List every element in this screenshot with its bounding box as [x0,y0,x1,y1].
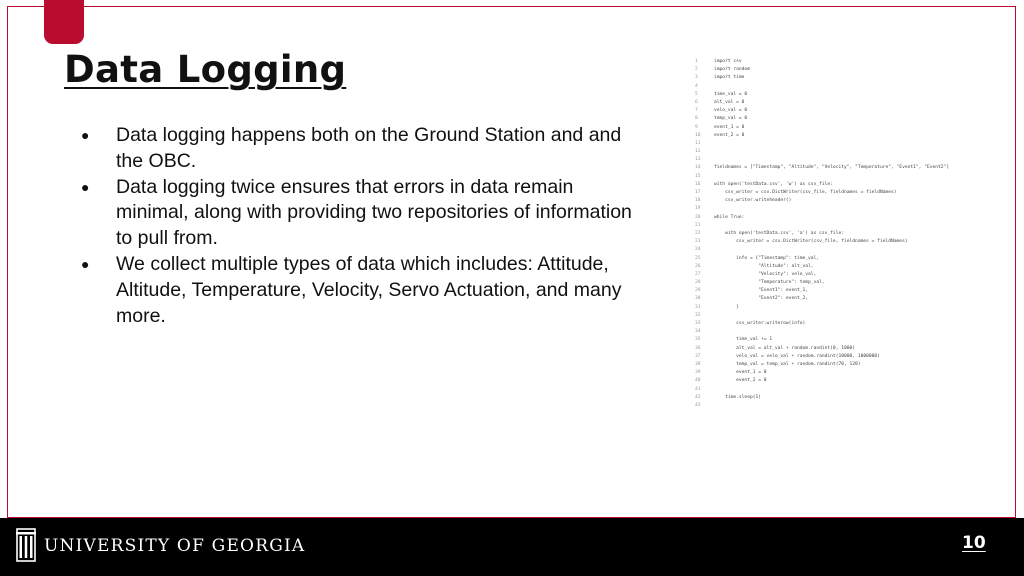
code-line [683,230,983,238]
code-line [683,99,983,107]
line-number: 39 [695,370,701,376]
line-number: 18 [695,198,701,204]
bullet-icon: ● [81,178,90,195]
line-number: 35 [695,337,701,343]
code-line [683,255,983,263]
code-line [683,369,983,377]
line-number: 11 [695,140,701,146]
line-number: 40 [695,378,701,384]
code-text: csv_writer = csv.DictWriter(csv_file, fieldnames = fieldNames) [714,239,908,245]
bullet-item [78,123,648,175]
code-line [683,156,983,164]
bullet-text: Data logging twice ensures that errors in data remain minimal, along with providing two repositories of information to pull from. [116,175,632,250]
arch-logo-icon [16,528,36,562]
line-number: 36 [695,345,701,351]
code-line [683,197,983,205]
code-line [683,304,983,312]
line-number: 9 [695,124,698,130]
code-line [683,91,983,99]
code-line [683,279,983,287]
code-text: import random [714,67,750,73]
code-line [683,246,983,254]
code-line [683,132,983,140]
code-line [683,263,983,271]
code-line [683,377,983,385]
line-number: 12 [695,149,701,155]
bullet-icon: ● [81,255,90,272]
footer-bar [0,518,1024,576]
code-line [683,287,983,295]
code-text: velo_val = 0 [714,108,748,114]
line-number: 22 [695,230,701,236]
line-number: 21 [695,222,701,228]
red-tab-decoration [44,0,84,44]
code-line [683,189,983,197]
code-line [683,394,983,402]
line-number: 19 [695,206,701,212]
code-line [683,345,983,353]
code-text: info = {"Timestamp": time_val, [714,255,820,261]
line-number: 33 [695,321,701,326]
code-line [683,58,983,66]
line-number: 7 [695,108,698,114]
line-number: 34 [695,329,701,335]
code-line [683,214,983,222]
line-number: 13 [695,157,701,163]
code-line [683,238,983,246]
code-line [683,181,983,189]
code-text: with open('testData.csv', 'w') as csv_file: [714,181,833,187]
code-text: "Event1": event_1, [714,288,809,294]
code-text: alt_val = alt_val + random.randint(0, 1000) [714,345,856,351]
line-number: 24 [695,247,701,253]
line-number: 29 [695,288,701,294]
line-number: 3 [695,75,698,81]
line-number: 27 [695,271,701,277]
code-line [683,173,983,181]
code-text: event_1 = 0 [714,370,767,376]
code-line [683,295,983,303]
code-text: csv_writer.writerow(info) [714,321,806,326]
code-text: "Velocity": velo_val, [714,271,817,277]
code-line [683,361,983,369]
code-line [683,83,983,91]
code-text: time_val += 1 [714,337,773,343]
line-number: 17 [695,190,701,195]
code-text: event_2 = 0 [714,132,745,138]
code-line [683,148,983,156]
code-text: "Temperature": temp_val, [714,280,825,286]
line-number: 23 [695,239,701,245]
line-number: 30 [695,296,701,302]
code-line [683,386,983,394]
code-text: alt_val = 0 [714,99,745,105]
line-number: 32 [695,312,701,318]
line-number: 15 [695,173,701,179]
page-title: Data Logging [64,48,347,91]
bullet-text: Data logging happens both on the Ground Station and and the OBC. [116,124,622,172]
line-number: 4 [695,83,698,89]
line-number: 37 [695,353,701,359]
code-line [683,115,983,123]
bullet-list [78,123,648,329]
code-line [683,107,983,115]
code-line [683,402,983,410]
line-number: 28 [695,280,701,286]
code-line [683,328,983,336]
line-number: 31 [695,304,701,310]
code-text: event_1 = 0 [714,124,745,130]
university-name: UNIVERSITY OF GEORGIA [44,536,306,556]
code-text: velo_val = velo_val + random.randint(10000, 1000000) [714,353,880,359]
code-text: event_2 = 0 [714,378,767,384]
line-number: 41 [695,386,701,392]
code-line [683,66,983,74]
code-text: import time [714,75,745,81]
line-number: 14 [695,165,701,171]
code-text: with open('testData.csv', 'a') as csv_file: [714,230,844,236]
line-number: 26 [695,263,701,269]
line-number: 25 [695,255,701,261]
code-line [683,74,983,82]
code-text: time_val = 0 [714,91,748,97]
code-screenshot [683,58,983,410]
code-line [683,271,983,279]
code-line [683,164,983,172]
line-number: 2 [695,67,698,73]
line-number: 8 [695,116,698,122]
code-line [683,320,983,328]
code-line [683,140,983,148]
line-number: 6 [695,99,698,105]
code-text: "Event2": event_2, [714,296,809,302]
bullet-text: We collect multiple types of data which includes: Attitude, Altitude, Temperature, Velocity, Servo Actuation, and many more. [116,252,622,327]
line-number: 5 [695,91,698,97]
code-text: time.sleep(1) [714,394,762,400]
code-text: fieldnames = ["Timestamp", "Altitude", "Velocity", "Temperature", "Event1", "Event2"] [714,165,950,171]
line-number: 43 [695,402,701,408]
line-number: 38 [695,361,701,367]
code-line [683,222,983,230]
code-line [683,353,983,361]
code-text: csv_writer.writeheader() [714,198,792,204]
bullet-item [78,175,648,252]
page-number: 10 [962,533,986,553]
line-number: 16 [695,181,701,187]
line-number: 1 [695,59,698,64]
code-text: import csv [714,59,742,64]
code-text: "Altitude": alt_val, [714,263,814,269]
code-text: } [714,304,739,310]
code-text: temp_val = 0 [714,116,748,122]
line-number: 10 [695,132,701,138]
bullet-item [78,252,648,329]
code-line [683,205,983,213]
line-number: 42 [695,394,701,400]
code-text: csv_writer = csv.DictWriter(csv_file, fieldnames = fieldNames) [714,190,897,195]
code-line [683,312,983,320]
bullet-icon: ● [81,127,90,143]
code-text: while True: [714,214,745,220]
code-text: temp_val = temp_val + random.randint(70, 120) [714,361,861,367]
code-line [683,124,983,132]
code-line [683,336,983,344]
line-number: 20 [695,214,701,220]
